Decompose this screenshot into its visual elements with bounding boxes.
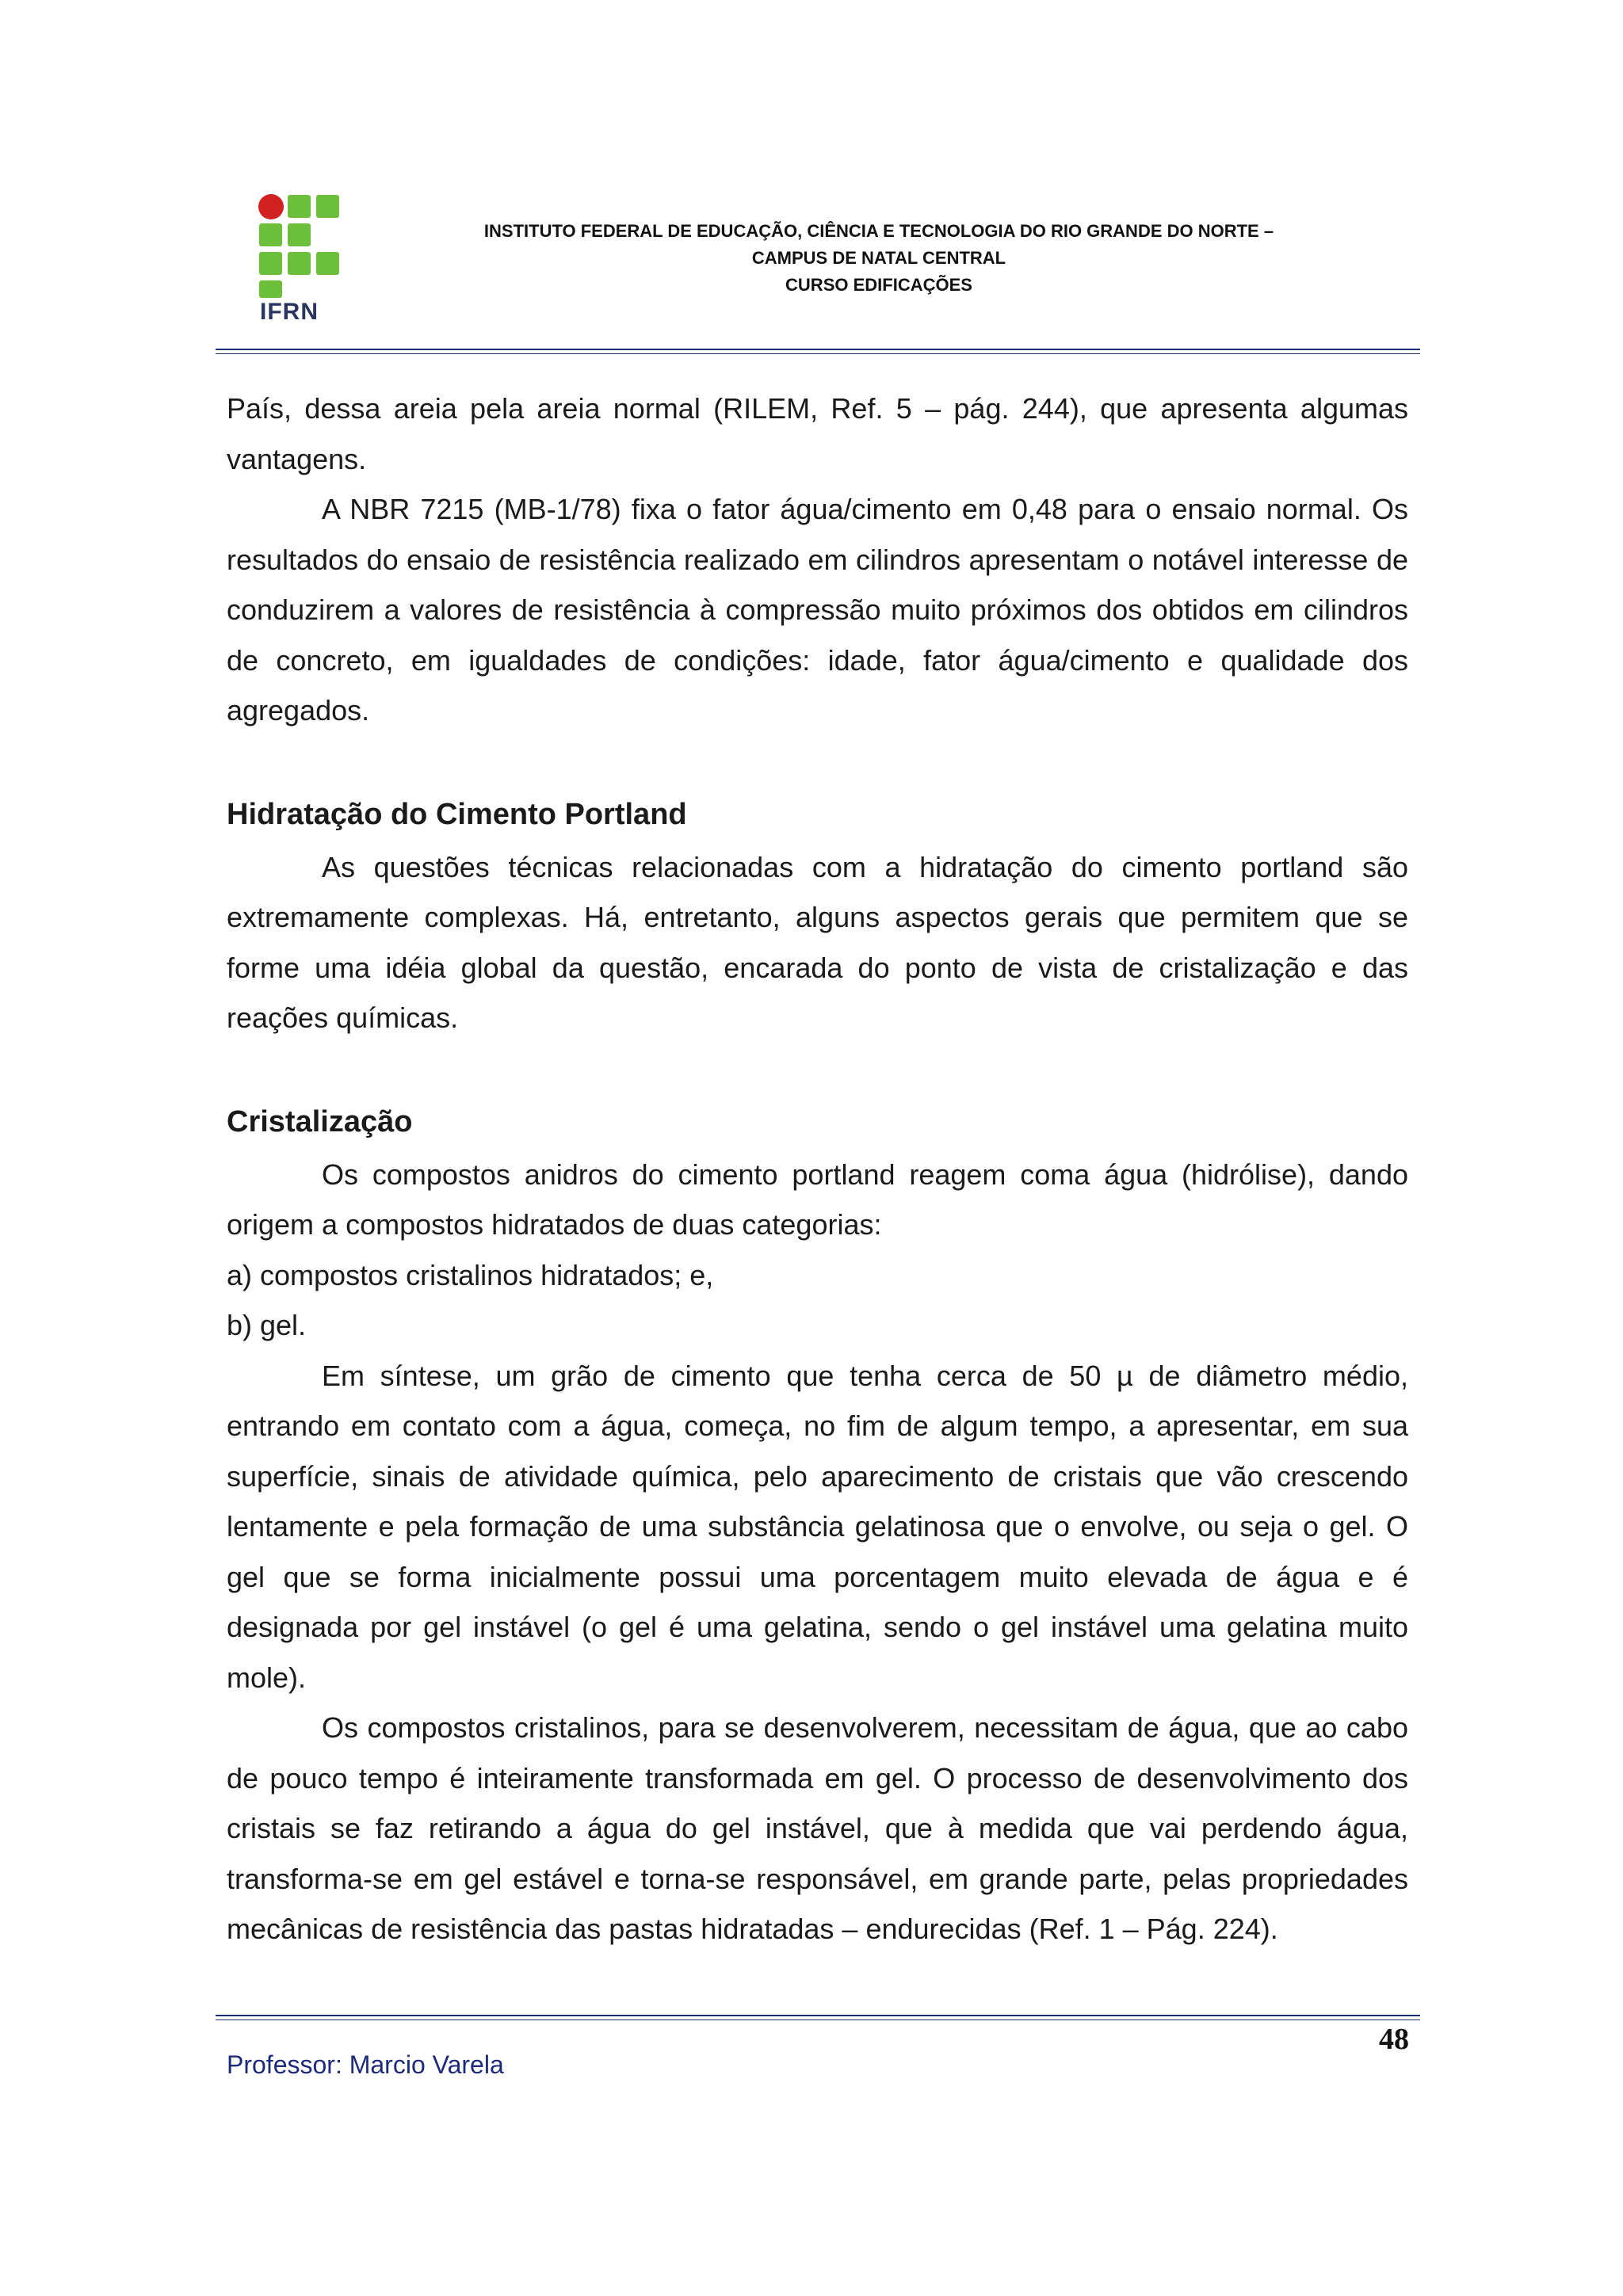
footer-rule-thin (216, 2019, 1420, 2020)
section-heading: Cristalização (227, 1104, 413, 1138)
header-course: CURSO EDIFICAÇÕES (785, 275, 972, 295)
ifrn-logo (258, 194, 342, 325)
page-number: 48 (1379, 2023, 1409, 2056)
logo-square (316, 195, 339, 218)
section-heading: Hidratação do Cimento Portland (227, 797, 687, 831)
logo-square (288, 195, 311, 218)
header-institution: INSTITUTO FEDERAL DE EDUCAÇÃO, CIÊNCIA E TECNOLOGIA DO RIO GRANDE DO NORTE – (483, 221, 1274, 241)
header-rule-thin (216, 353, 1420, 354)
logo-square (259, 280, 282, 298)
paragraph: Em síntese, um grão de cimento que tenha cerca de 50 µ de diâmetro médio, entrando em contato com a água, começa, no fim de algum tempo, a apresentar, em sua superfície, sinais de atividade química, pelo aparecimento de cristais que vão crescendo lentamente e pela formação de uma substância gelatinosa que o envolve, ou seja o gel. O gel que se forma inicialmente possui uma porcentagem muito elevada de água e é designada por gel instável (o gel é uma gelatina, sendo o gel instável uma gelatina muito mole). (227, 1359, 1408, 1694)
list-item: a) compostos cristalinos hidratados; e, (227, 1258, 714, 1291)
paragraph: A NBR 7215 (MB-1/78) fixa o fator água/cimento em 0,48 para o ensaio normal. Os resultados do ensaio de resistência realizado em cilindros apresentam o notável interesse de conduzirem a valores de resistência à compressão muito próximos dos obtidos em cilindros de concreto, em igualdades de condições: idade, fator água/cimento e qualidade dos agregados. (227, 493, 1408, 727)
paragraph: Os compostos anidros do cimento portland reagem coma água (hidrólise), dando origem a compostos hidratados de duas categorias: (227, 1158, 1408, 1241)
header-rule (216, 349, 1420, 350)
footer-rule (216, 2015, 1420, 2016)
logo-red-dot (258, 194, 284, 219)
logo-square (288, 223, 311, 246)
logo-square (259, 223, 282, 246)
logo-square (288, 252, 311, 275)
list-item: b) gel. (227, 1309, 307, 1341)
footer-professor: Professor: Marcio Varela (227, 2050, 504, 2079)
page-body (227, 383, 1408, 1955)
paragraph: As questões técnicas relacionadas com a hidratação do cimento portland são extremamente complexas. Há, entretanto, alguns aspectos gerais que permitem que se forme uma idéia global da questão, encarada do ponto de vista de cristalização e das reações químicas. (227, 850, 1408, 1034)
logo-square (316, 252, 339, 275)
header-campus: CAMPUS DE NATAL CENTRAL (751, 248, 1006, 268)
logo-text: IFRN (260, 299, 319, 325)
paragraph: País, dessa areia pela areia normal (RILEM, Ref. 5 – pág. 244), que apresenta algumas vantagens. (227, 392, 1408, 475)
paragraph: Os compostos cristalinos, para se desenvolverem, necessitam de água, que ao cabo de pouco tempo é inteiramente transformada em gel. O processo de desenvolvimento dos cristais se faz retirando a água do gel instável, que à medida que vai perdendo água, transforma-se em gel estável e torna-se responsável, em grande parte, pelas propriedades mecânicas de resistência das pastas hidratadas – endurecidas (Ref. 1 – Pág. 224). (227, 1711, 1408, 1945)
logo-square (259, 252, 282, 275)
